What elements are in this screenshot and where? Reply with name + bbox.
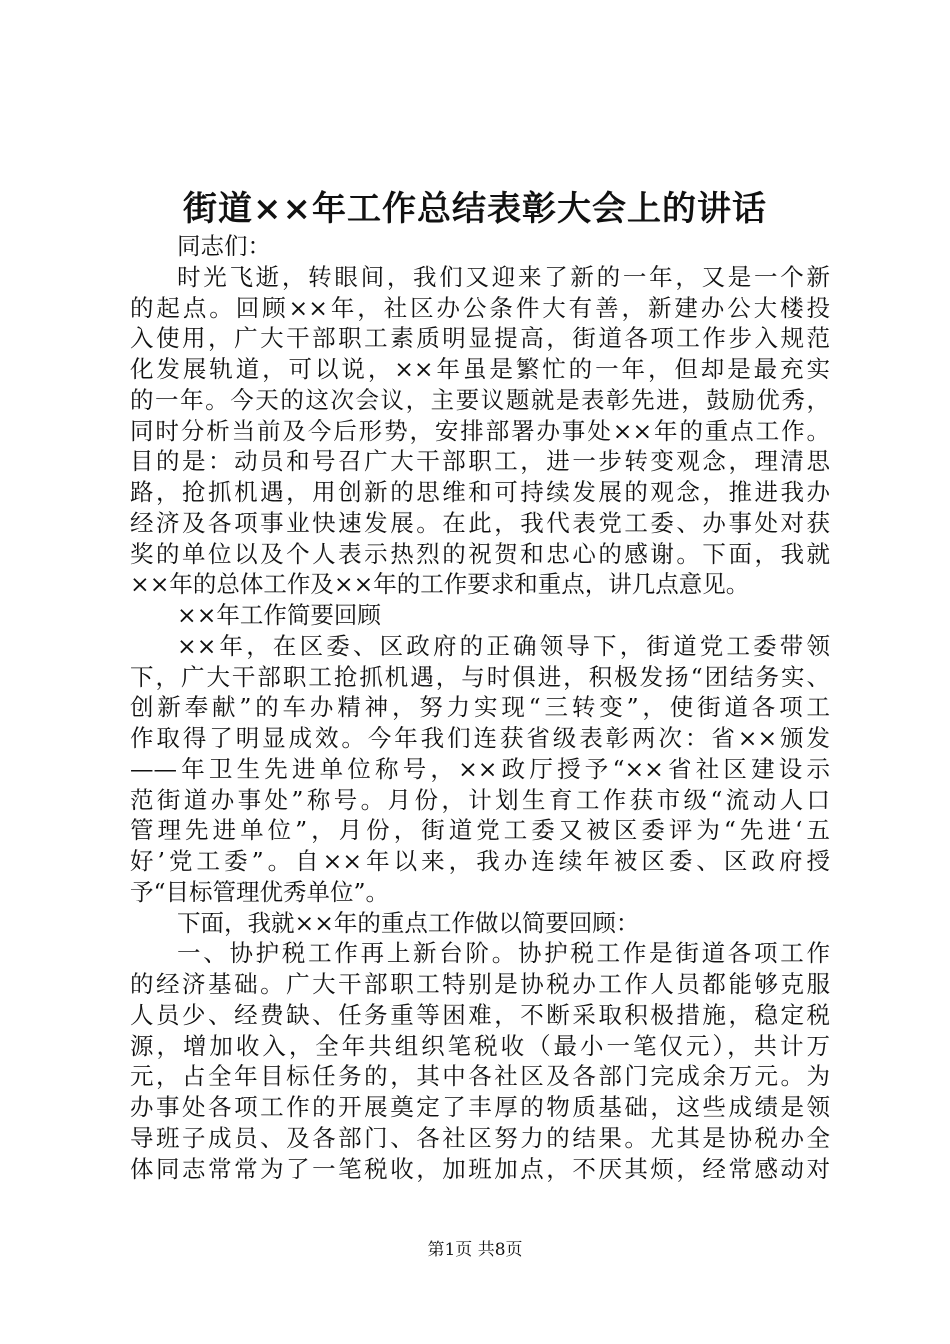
body-line: 范街道办事处”称号。月份，计划生育工作获市级“流动人口: [130, 785, 830, 814]
body-line: ××年，在区委、区政府的正确领导下，街道党工委带领: [177, 631, 830, 660]
body-line: 的经济基础。广大干部职工特别是协税办工作人员都能够克服: [130, 970, 830, 998]
body-line: 时光飞逝，转眼间，我们又迎来了新的一年，又是一个新: [177, 262, 830, 291]
body-line: 源，增加收入，全年共组织笔税收（最小一笔仅元），共计万: [130, 1031, 830, 1060]
body-line: ——年卫生先进单位称号，××政厅授予“××省社区建设示: [130, 754, 830, 783]
document-title: 街道××年工作总结表彰大会上的讲话: [183, 189, 767, 229]
body-line: 经济及各项事业快速发展。在此，我代表党工委、办事处对获: [130, 508, 830, 537]
body-line: 奖的单位以及个人表示热烈的祝贺和忠心的感谢。下面，我就: [130, 539, 830, 568]
page-footer: 第1页 共8页: [427, 1240, 523, 1260]
body-line: 体同志常常为了一笔税收，加班加点，不厌其烦，经常感动对: [130, 1154, 830, 1183]
body-line: 作取得了明显成效。今年我们连获省级表彰两次：省××颁发: [130, 724, 830, 752]
body-line: 创新奉献”的车办精神，努力实现“三转变”，使街道各项工: [130, 693, 830, 722]
body-line: 的一年。今天的这次会议，主要议题就是表彰先进，鼓励优秀，: [130, 385, 830, 414]
body-line: 同志们：: [177, 232, 271, 260]
body-line: 办事处各项工作的开展奠定了丰厚的物质基础，这些成绩是领: [130, 1093, 830, 1121]
body-line: 予“目标管理优秀单位”。: [130, 877, 390, 906]
body-line: 同时分析当前及今后形势，安排部署办事处××年的重点工作。: [130, 416, 830, 445]
body-line: ××年工作简要回顾: [177, 601, 381, 629]
body-line: 导班子成员、及各部门、各社区努力的结果。尤其是协税办全: [130, 1123, 830, 1152]
body-line: ××年的总体工作及××年的工作要求和重点，讲几点意见。: [130, 570, 750, 599]
body-line: 一、协护税工作再上新台阶。协护税工作是街道各项工作: [177, 939, 830, 968]
body-line: 路，抢抓机遇，用创新的思维和可持续发展的观念，推进我办: [130, 478, 830, 506]
body-line: 下，广大干部职工抢抓机遇，与时俱进，积极发扬“团结务实、: [130, 662, 830, 691]
body-line: 化发展轨道，可以说，××年虽是繁忙的一年，但却是最充实: [130, 355, 830, 383]
body-line: 目的是：动员和号召广大干部职工，进一步转变观念，理清思: [130, 447, 830, 476]
body-line: 入使用，广大干部职工素质明显提高，街道各项工作步入规范: [130, 324, 830, 353]
body-line: 的起点。回顾××年，社区办公条件大有善，新建办公大楼投: [130, 293, 830, 322]
body-line: 下面，我就××年的重点工作做以简要回顾：: [177, 908, 640, 937]
body-line: 人员少、经费缺、任务重等困难，不断采取积极措施，稳定税: [130, 1000, 830, 1029]
body-line: 好’党工委”。自××年以来，我办连续年被区委、区政府授: [130, 847, 830, 875]
body-line: 元，占全年目标任务的，其中各社区及各部门完成余万元。为: [130, 1062, 830, 1091]
document-body: [130, 231, 830, 1184]
body-line: 管理先进单位”，月份，街道党工委又被区委评为“先进‘五: [130, 816, 830, 845]
